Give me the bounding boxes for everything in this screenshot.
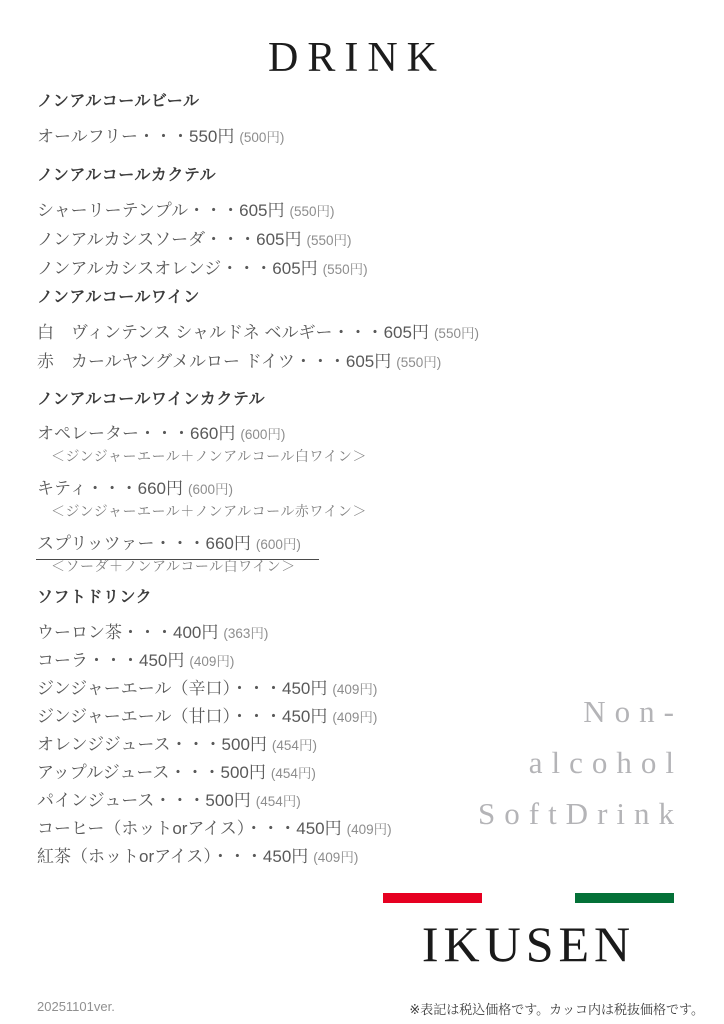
item-price-excl: (409円) bbox=[346, 822, 392, 837]
item-price-excl: (409円) bbox=[332, 682, 378, 697]
item-ingredients-note: ＜ソーダ＋ノンアルコール白ワイン＞ bbox=[51, 558, 296, 574]
item-separator: ・・・ bbox=[221, 259, 273, 278]
item-label: パインジュース bbox=[37, 791, 155, 810]
item-price-incl: 450円 bbox=[262, 847, 309, 866]
item-label: コーラ bbox=[37, 651, 88, 670]
item-label: キティ bbox=[37, 479, 87, 498]
menu-item bbox=[37, 531, 477, 558]
item-price-excl: (363円) bbox=[223, 626, 269, 641]
section-nonalcohol-wine bbox=[37, 288, 477, 377]
menu-item bbox=[37, 703, 477, 731]
item-label: ノンアルカシスオレンジ bbox=[37, 259, 222, 278]
item-label: 赤 カールヤングメルロー ドイツ bbox=[37, 352, 295, 371]
item-price-excl: (600円) bbox=[188, 482, 234, 497]
menu-item bbox=[37, 197, 477, 226]
menu-item bbox=[37, 348, 477, 377]
item-price-incl: 450円 bbox=[281, 679, 328, 698]
version-label: 20251101ver. bbox=[37, 999, 115, 1014]
item-price-incl: 660円 bbox=[205, 534, 251, 553]
green-bar-icon bbox=[575, 893, 674, 903]
item-label: ノンアルカシスソーダ bbox=[37, 230, 206, 249]
item-label: オレンジジュース bbox=[37, 735, 171, 754]
item-price-excl: (550円) bbox=[289, 204, 335, 219]
item-separator: ・・・ bbox=[170, 735, 222, 754]
menu-item bbox=[37, 843, 477, 871]
item-separator: ・・・ bbox=[137, 127, 189, 146]
item-label: オールフリー bbox=[37, 127, 138, 146]
section-header: ソフトドリンク bbox=[37, 589, 153, 606]
item-separator: ・・・ bbox=[230, 707, 282, 726]
item-price-excl: (600円) bbox=[255, 537, 301, 552]
item-price-incl: 400円 bbox=[173, 623, 219, 642]
logo-bars bbox=[383, 893, 674, 903]
item-price-incl: 450円 bbox=[281, 707, 328, 726]
item-price-excl: (550円) bbox=[433, 326, 479, 341]
menu-item bbox=[37, 255, 477, 284]
page-title: DRINK bbox=[268, 35, 446, 81]
menu-item bbox=[37, 731, 477, 759]
item-label: コーヒー（ホットorアイス） bbox=[37, 819, 246, 838]
menu-item bbox=[37, 421, 477, 448]
section-nonalcohol-wine-cocktail bbox=[37, 390, 477, 586]
menu-item bbox=[37, 319, 477, 348]
item-label: ウーロン茶 bbox=[37, 623, 122, 642]
item-label: 紅茶（ホットorアイス） bbox=[37, 847, 212, 866]
item-separator: ・・・ bbox=[122, 623, 173, 642]
section-header: ノンアルコールカクテル bbox=[37, 167, 217, 184]
logo-text: IKUSEN bbox=[421, 916, 636, 972]
item-separator: ・・・ bbox=[230, 679, 282, 698]
menu-item bbox=[37, 675, 477, 703]
item-ingredients-note: ＜ジンジャーエール＋ノンアルコール赤ワイン＞ bbox=[51, 503, 367, 519]
menu-item bbox=[37, 619, 477, 647]
section-header: ノンアルコールワイン bbox=[37, 289, 200, 306]
watermark-line: alcohol bbox=[528, 745, 683, 780]
item-price-incl: 500円 bbox=[205, 791, 251, 810]
menu-item bbox=[37, 759, 477, 787]
item-separator: ・・・ bbox=[139, 424, 190, 443]
item-separator: ・・・ bbox=[86, 479, 138, 498]
item-price-incl: 605円 bbox=[239, 201, 285, 220]
item-price-excl: (454円) bbox=[271, 738, 317, 753]
item-separator: ・・・ bbox=[188, 201, 240, 220]
item-separator: ・・・ bbox=[205, 230, 257, 249]
item-price-incl: 450円 bbox=[296, 819, 342, 838]
section-nonalcohol-beer bbox=[37, 92, 477, 152]
watermark-line: Non- bbox=[583, 694, 683, 729]
menu-item bbox=[37, 476, 477, 503]
item-price-incl: 605円 bbox=[272, 259, 318, 278]
section-soft-drink bbox=[37, 588, 477, 871]
brand-logo bbox=[383, 893, 674, 972]
item-price-incl: 605円 bbox=[345, 352, 392, 371]
menu-item bbox=[37, 815, 477, 843]
section-header: ノンアルコールビール bbox=[37, 93, 200, 110]
item-separator: ・・・ bbox=[245, 819, 297, 838]
item-price-excl: (409円) bbox=[313, 850, 359, 865]
item-price-excl: (500円) bbox=[239, 130, 285, 145]
item-price-excl: (600円) bbox=[240, 427, 286, 442]
item-separator: ・・・ bbox=[294, 352, 346, 371]
menu-item bbox=[37, 123, 477, 152]
item-separator: ・・・ bbox=[211, 847, 263, 866]
item-label: 白 ヴィンテンス シャルドネ ベルギー bbox=[37, 323, 333, 342]
item-price-excl: (454円) bbox=[270, 766, 316, 781]
item-price-excl: (409円) bbox=[332, 710, 378, 725]
item-price-incl: 660円 bbox=[190, 424, 236, 443]
tax-note: ※表記は税込価格です。カッコ内は税抜価格です。 bbox=[409, 1002, 704, 1017]
item-price-incl: 605円 bbox=[256, 230, 302, 249]
item-label: オペレーター bbox=[37, 424, 139, 443]
item-separator: ・・・ bbox=[169, 763, 221, 782]
item-label: アップルジュース bbox=[37, 763, 170, 782]
item-label: スプリッツァー bbox=[37, 534, 155, 553]
item-price-incl: 500円 bbox=[220, 763, 266, 782]
item-label: シャーリーテンプル bbox=[37, 201, 189, 220]
menu-item bbox=[37, 226, 477, 255]
section-divider bbox=[36, 559, 319, 560]
menu-item bbox=[37, 787, 477, 815]
red-bar-icon bbox=[383, 893, 482, 903]
item-price-excl: (550円) bbox=[322, 262, 368, 277]
item-separator: ・・・ bbox=[332, 323, 384, 342]
item-price-excl: (550円) bbox=[306, 233, 352, 248]
menu-item bbox=[37, 647, 477, 675]
item-label: ジンジャーエール（辛口） bbox=[37, 679, 231, 698]
item-price-incl: 605円 bbox=[383, 323, 429, 342]
item-separator: ・・・ bbox=[154, 791, 206, 810]
item-price-excl: (454円) bbox=[255, 794, 301, 809]
item-price-incl: 450円 bbox=[139, 651, 185, 670]
section-nonalcohol-cocktail bbox=[37, 166, 477, 284]
item-ingredients-note: ＜ジンジャーエール＋ノンアルコール白ワイン＞ bbox=[51, 448, 367, 464]
watermark-line: SoftDrink bbox=[478, 796, 683, 831]
section-header: ノンアルコールワインカクテル bbox=[37, 391, 266, 408]
item-label: ジンジャーエール（甘口） bbox=[37, 707, 231, 726]
item-price-incl: 550円 bbox=[188, 127, 235, 146]
item-price-excl: (409円) bbox=[189, 654, 235, 669]
item-price-incl: 660円 bbox=[137, 479, 184, 498]
item-separator: ・・・ bbox=[154, 534, 206, 553]
item-separator: ・・・ bbox=[88, 651, 139, 670]
background-watermark bbox=[478, 686, 683, 839]
item-price-incl: 500円 bbox=[221, 735, 267, 754]
item-price-excl: (550円) bbox=[396, 355, 442, 370]
